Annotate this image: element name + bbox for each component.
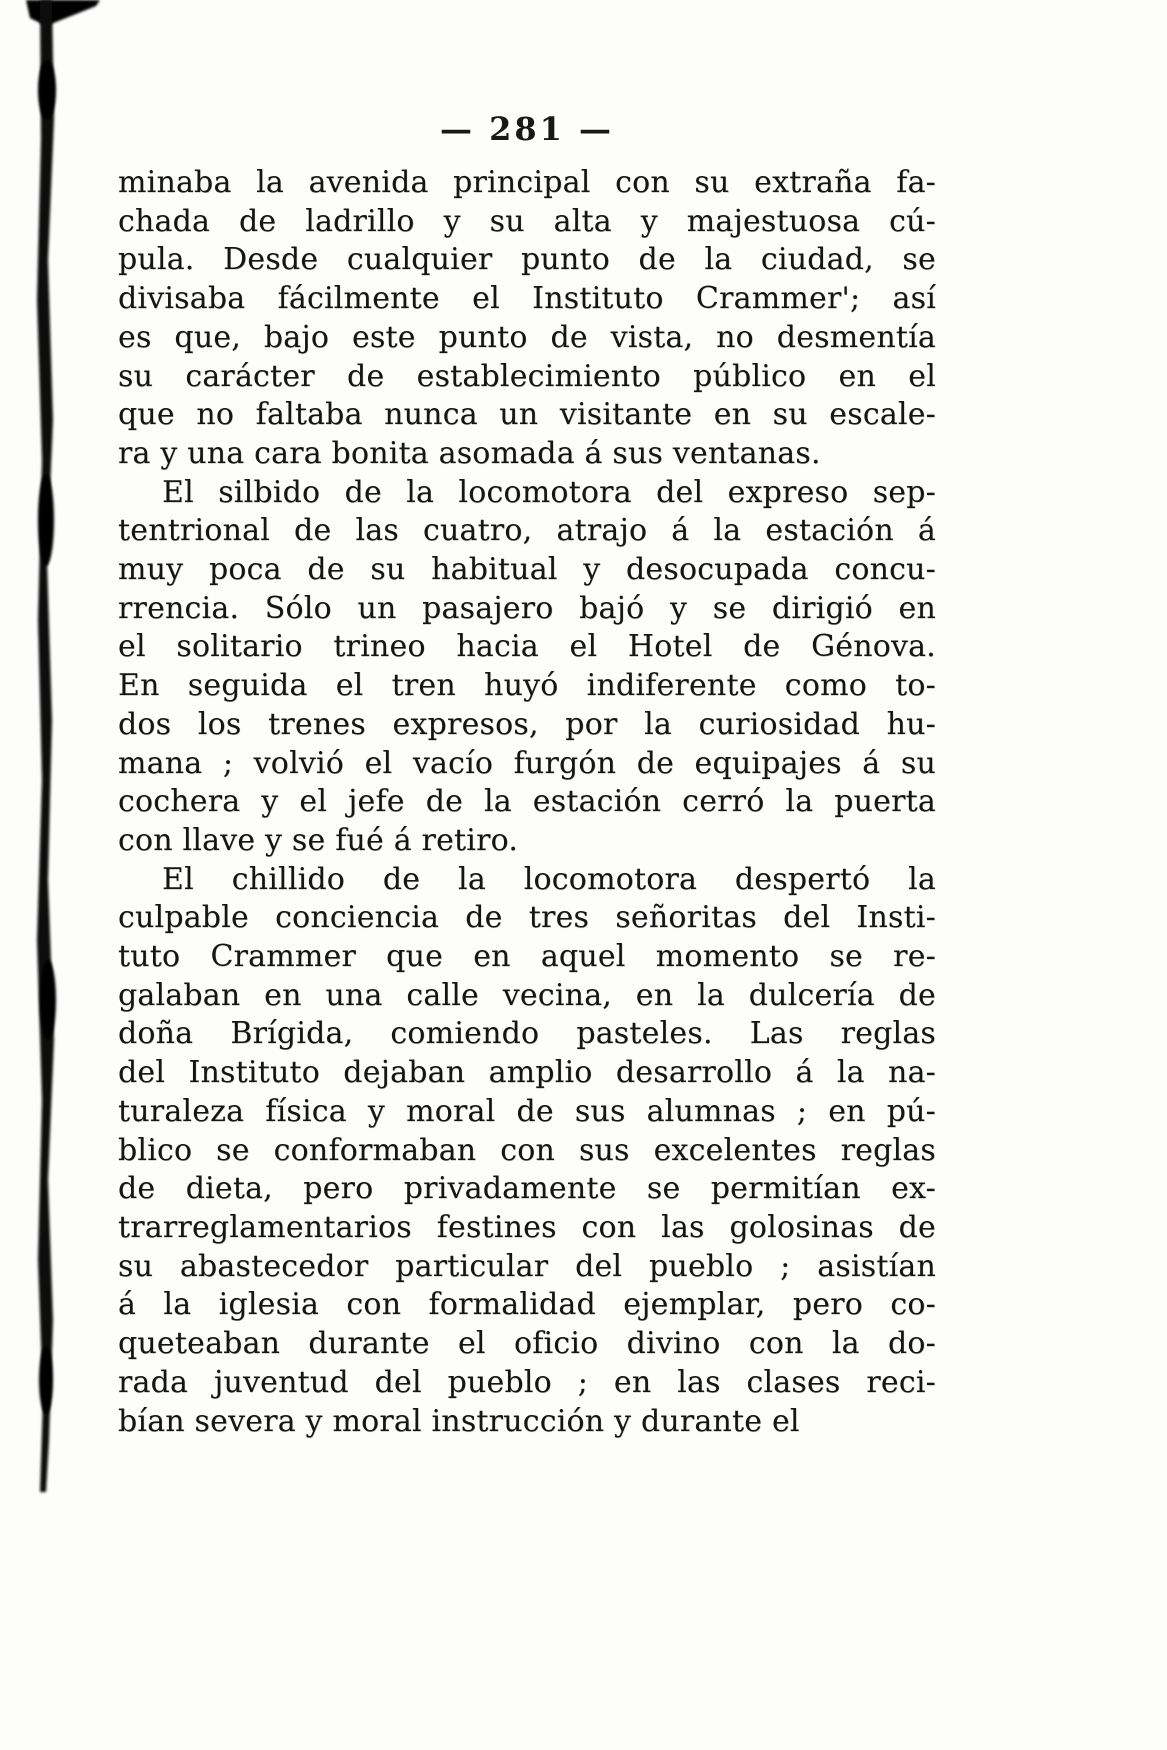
text-line: doña Brígida, comiendo pasteles. Las reglas bbox=[118, 1016, 936, 1052]
text-line: mana ; volvió el vacío furgón de equipajes á su bbox=[118, 745, 936, 781]
scan-corner-artifact bbox=[26, 0, 100, 26]
text-line: el solitario trineo hacia el Hotel de Génova. bbox=[118, 629, 936, 665]
text-line: pula. Desde cualquier punto de la ciudad, se bbox=[118, 242, 936, 278]
text-line: culpable conciencia de tres señoritas del Insti- bbox=[118, 900, 936, 936]
text-line: ra y una cara bonita asomada á sus ventanas. bbox=[118, 435, 821, 471]
text-line: dos los trenes expresos, por la curiosidad hu- bbox=[118, 706, 936, 742]
text-line: rrencia. Sólo un pasajero bajó y se dirigió en bbox=[118, 590, 936, 626]
text-line: galaban en una calle vecina, en la dulcería de bbox=[118, 977, 936, 1013]
page-content bbox=[118, 110, 936, 1441]
text-line: á la iglesia con formalidad ejemplar, pero co- bbox=[118, 1287, 936, 1323]
text-line: con llave y se fué á retiro. bbox=[118, 822, 519, 858]
text-line: rada juventud del pueblo ; en las clases reci- bbox=[118, 1364, 936, 1400]
text-line: minaba la avenida principal con su extraña fa- bbox=[118, 165, 936, 200]
text-line: tentrional de las cuatro, atrajo á la estación á bbox=[118, 513, 936, 549]
text-line: que no faltaba nunca un visitante en su escale- bbox=[118, 397, 936, 433]
body-text bbox=[118, 164, 936, 1441]
text-line: turaleza física y moral de sus alumnas ; en pú- bbox=[118, 1093, 936, 1129]
text-line: trarreglamentarios festines con las golosinas de bbox=[118, 1209, 936, 1245]
text-line: bían severa y moral instrucción y durante el bbox=[118, 1403, 800, 1439]
scan-binding-artifact bbox=[0, 0, 120, 1750]
text-line: queteaban durante el oficio divino con la do- bbox=[118, 1326, 936, 1362]
text-line: divisaba fácilmente el Instituto Crammer'; así bbox=[118, 281, 936, 317]
text-line: En seguida el tren huyó indiferente como to- bbox=[118, 668, 936, 704]
text-line: El silbido de la locomotora del expreso sep- bbox=[162, 474, 936, 510]
page-number: — 281 — bbox=[439, 110, 615, 148]
text-line: tuto Crammer que en aquel momento se re- bbox=[118, 939, 936, 975]
text-line: su abastecedor particular del pueblo ; asistían bbox=[118, 1248, 936, 1284]
text-line: chada de ladrillo y su alta y majestuosa cú- bbox=[118, 203, 936, 239]
text-line: del Instituto dejaban amplio desarrollo á la na- bbox=[118, 1055, 936, 1091]
text-line: de dieta, pero privadamente se permitían ex- bbox=[118, 1171, 936, 1207]
text-line: cochera y el jefe de la estación cerró la puerta bbox=[118, 784, 936, 820]
text-line: blico se conformaban con sus excelentes reglas bbox=[118, 1132, 936, 1168]
text-line: su carácter de establecimiento público en el bbox=[118, 358, 936, 394]
text-line: El chillido de la locomotora despertó la bbox=[162, 861, 936, 897]
text-line: es que, bajo este punto de vista, no desmentía bbox=[118, 319, 936, 355]
text-line: muy poca de su habitual y desocupada concu- bbox=[118, 552, 936, 588]
